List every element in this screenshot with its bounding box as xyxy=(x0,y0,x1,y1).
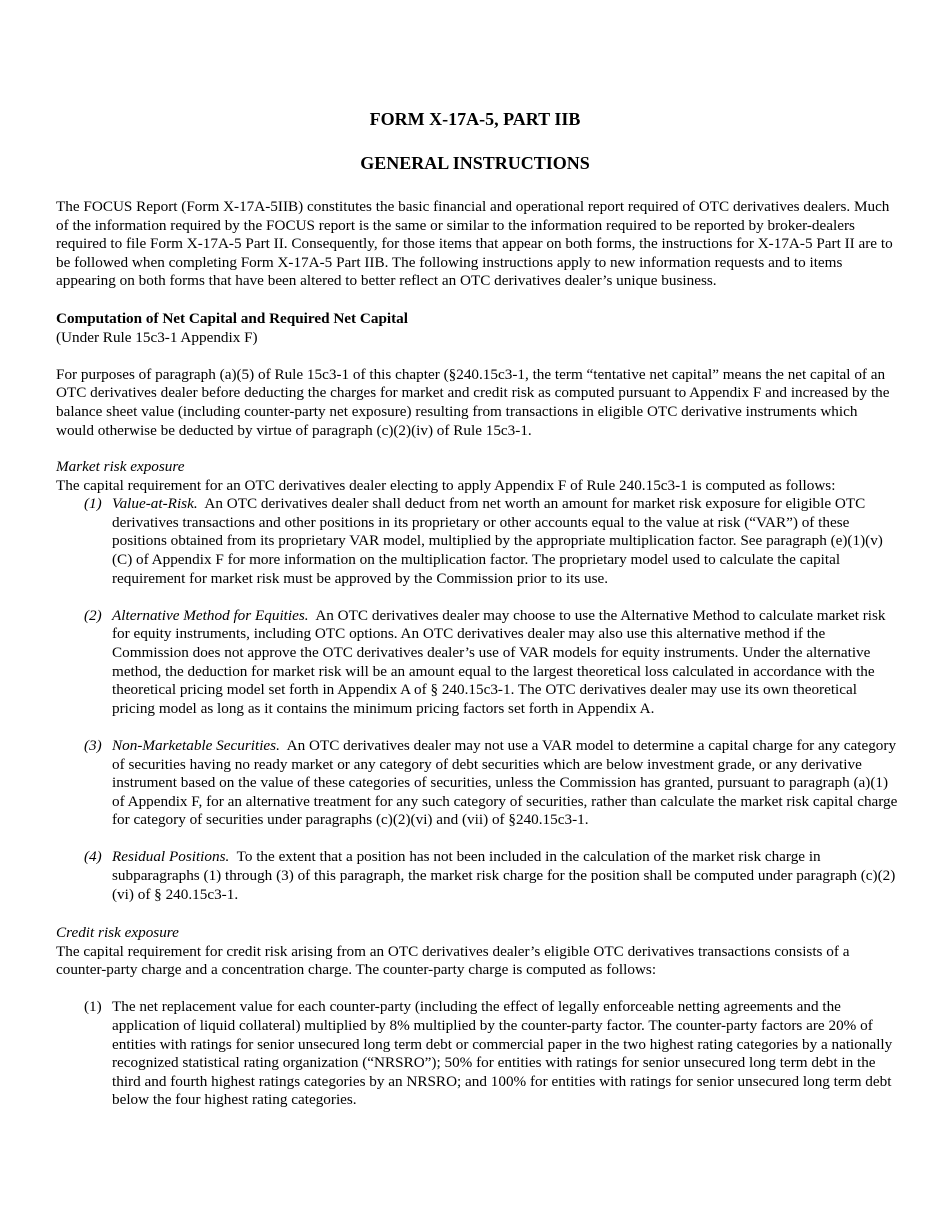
credit-risk-item xyxy=(56,998,898,1110)
market-risk-item xyxy=(56,848,898,904)
market-risk-item xyxy=(56,495,898,588)
item-title: Alternative Method for Equities. xyxy=(112,606,309,624)
item-text: The net replacement value for each counter-party (including the effect of legally enforceable netting agreements and the application of liquid collateral) multiplied by 8% multiplied by the counter-party factor. The counter-party factors are 20% of entities with ratings for senior unsecured long term debt or commercial paper in the two highest rating categories by a nationally recognized statistical rating organization (“NRSRO”); 50% for entities with ratings for senior unsecured long term debt in the third and fourth highest ratings categories by an NRSRO; and 100% for entities with ratings for senior unsecured long term debt below the four highest rating categories. xyxy=(112,998,893,1109)
market-risk-item xyxy=(56,607,898,719)
market-risk-item xyxy=(56,737,898,830)
item-number: (2) xyxy=(84,606,102,624)
computation-section xyxy=(56,310,898,440)
market-risk-lead: The capital requirement for an OTC derivatives dealer electing to apply Appendix F of Rule 240.15c3-1 is computed as follows: xyxy=(56,476,836,494)
credit-risk-lead: The capital requirement for credit risk arising from an OTC derivatives dealer’s eligible OTC derivatives transactions consists of a counter-party charge and a concentration charge. The counter-party charge is computed as follows: xyxy=(56,942,850,979)
market-risk-heading: Market risk exposure xyxy=(56,458,185,475)
item-number: (1) xyxy=(84,495,102,513)
item-title: Non-Marketable Securities. xyxy=(112,736,280,754)
item-number: (4) xyxy=(84,848,102,866)
intro-paragraph: The FOCUS Report (Form X-17A-5IIB) constitutes the basic financial and operational report required of OTC derivatives dealers. Much of the information required by the FOCUS report is the same or similar to the information required to be reported by broker-dealers required to file Form X-17A-5 Part II. Consequently, for those items that appear on both forms, the instructions for X-17A-5 Part II are to be followed when completing Form X-17A-5 Part IIB. The following instructions apply to new information requests and to items appearing on both forms that have been altered to better reflect an OTC derivatives dealer’s unique business. xyxy=(56,198,893,290)
form-title: FORM X-17A-5, PART IIB xyxy=(369,109,581,129)
computation-body: For purposes of paragraph (a)(5) of Rule 15c3-1 of this chapter (§240.15c3-1, the term “tentative net capital” means the net capital of an OTC derivatives dealer before deducting the charges for market and credit risk as computed pursuant to Appendix F and increased by the balance sheet value (including counter-party net exposure) resulting from transactions in eligible OTC derivative instruments which would otherwise be deducted by virtue of paragraph (c)(2)(iv) of Rule 15c3-1. xyxy=(56,365,890,439)
credit-risk-section xyxy=(56,924,898,1110)
item-text: An OTC derivatives dealer shall deduct from net worth an amount for market risk exposure for eligible OTC derivatives transactions and other positions in its proprietary or other accounts equal to the value at risk (“VAR”) of these positions obtained from its proprietary VAR model, multiplied by the appropriate multiplication factor. See paragraph (e)(1)(v)(C) of Appendix F for more information on the multiplication factor. The proprietary model used to calculate the capital requirement for market risk must be approved by the Commission prior to its use. xyxy=(112,495,883,587)
item-title: Residual Positions. xyxy=(112,848,230,866)
computation-subheading: (Under Rule 15c3-1 Appendix F) xyxy=(56,328,258,346)
item-text: An OTC derivatives dealer may not use a VAR model to determine a capital charge for any category of securities having no ready market or any category of debt securities which are below investment grade, or any derivative instrument based on the value of these categories of securities, unless the Commission has granted, pursuant to paragraph (a)(1) of Appendix F, for an alternative treatment for any such category of securities, rather than calculate the market risk capital charge for category of securities under paragraphs (c)(2)(vi) and (vii) of §240.15c3-1. xyxy=(112,736,898,829)
intro-section xyxy=(56,198,898,291)
market-risk-section xyxy=(56,458,898,904)
item-text: An OTC derivatives dealer may choose to use the Alternative Method to calculate market risk for equity instruments, including OTC options. An OTC derivatives dealer may also use this alternative method if the Commission does not approve the OTC derivatives dealer’s use of VAR models for equity instruments. Under the alternative method, the deduction for market risk will be an amount equal to the largest theoretical loss calculated in accordance with the theoretical pricing model set forth in Appendix A of § 240.15c3-1. The OTC derivatives dealer may use its own theoretical pricing model as long as it contains the minimum pricing factors set forth in Appendix A. xyxy=(112,606,886,717)
section-title: GENERAL INSTRUCTIONS xyxy=(360,153,590,173)
market-risk-list xyxy=(56,495,898,904)
item-text: To the extent that a position has not been included in the calculation of the market risk charge in subparagraphs (1) through (3) of this paragraph, the market risk charge for the position shall be computed under paragraph (c)(2)(vi) of § 240.15c3-1. xyxy=(112,848,896,903)
item-title: Value-at-Risk. xyxy=(112,495,198,513)
credit-risk-heading: Credit risk exposure xyxy=(56,924,179,941)
computation-heading: Computation of Net Capital and Required Net Capital xyxy=(56,310,408,327)
item-number: (1) xyxy=(84,998,102,1016)
credit-risk-list xyxy=(56,998,898,1110)
item-number: (3) xyxy=(84,736,102,754)
